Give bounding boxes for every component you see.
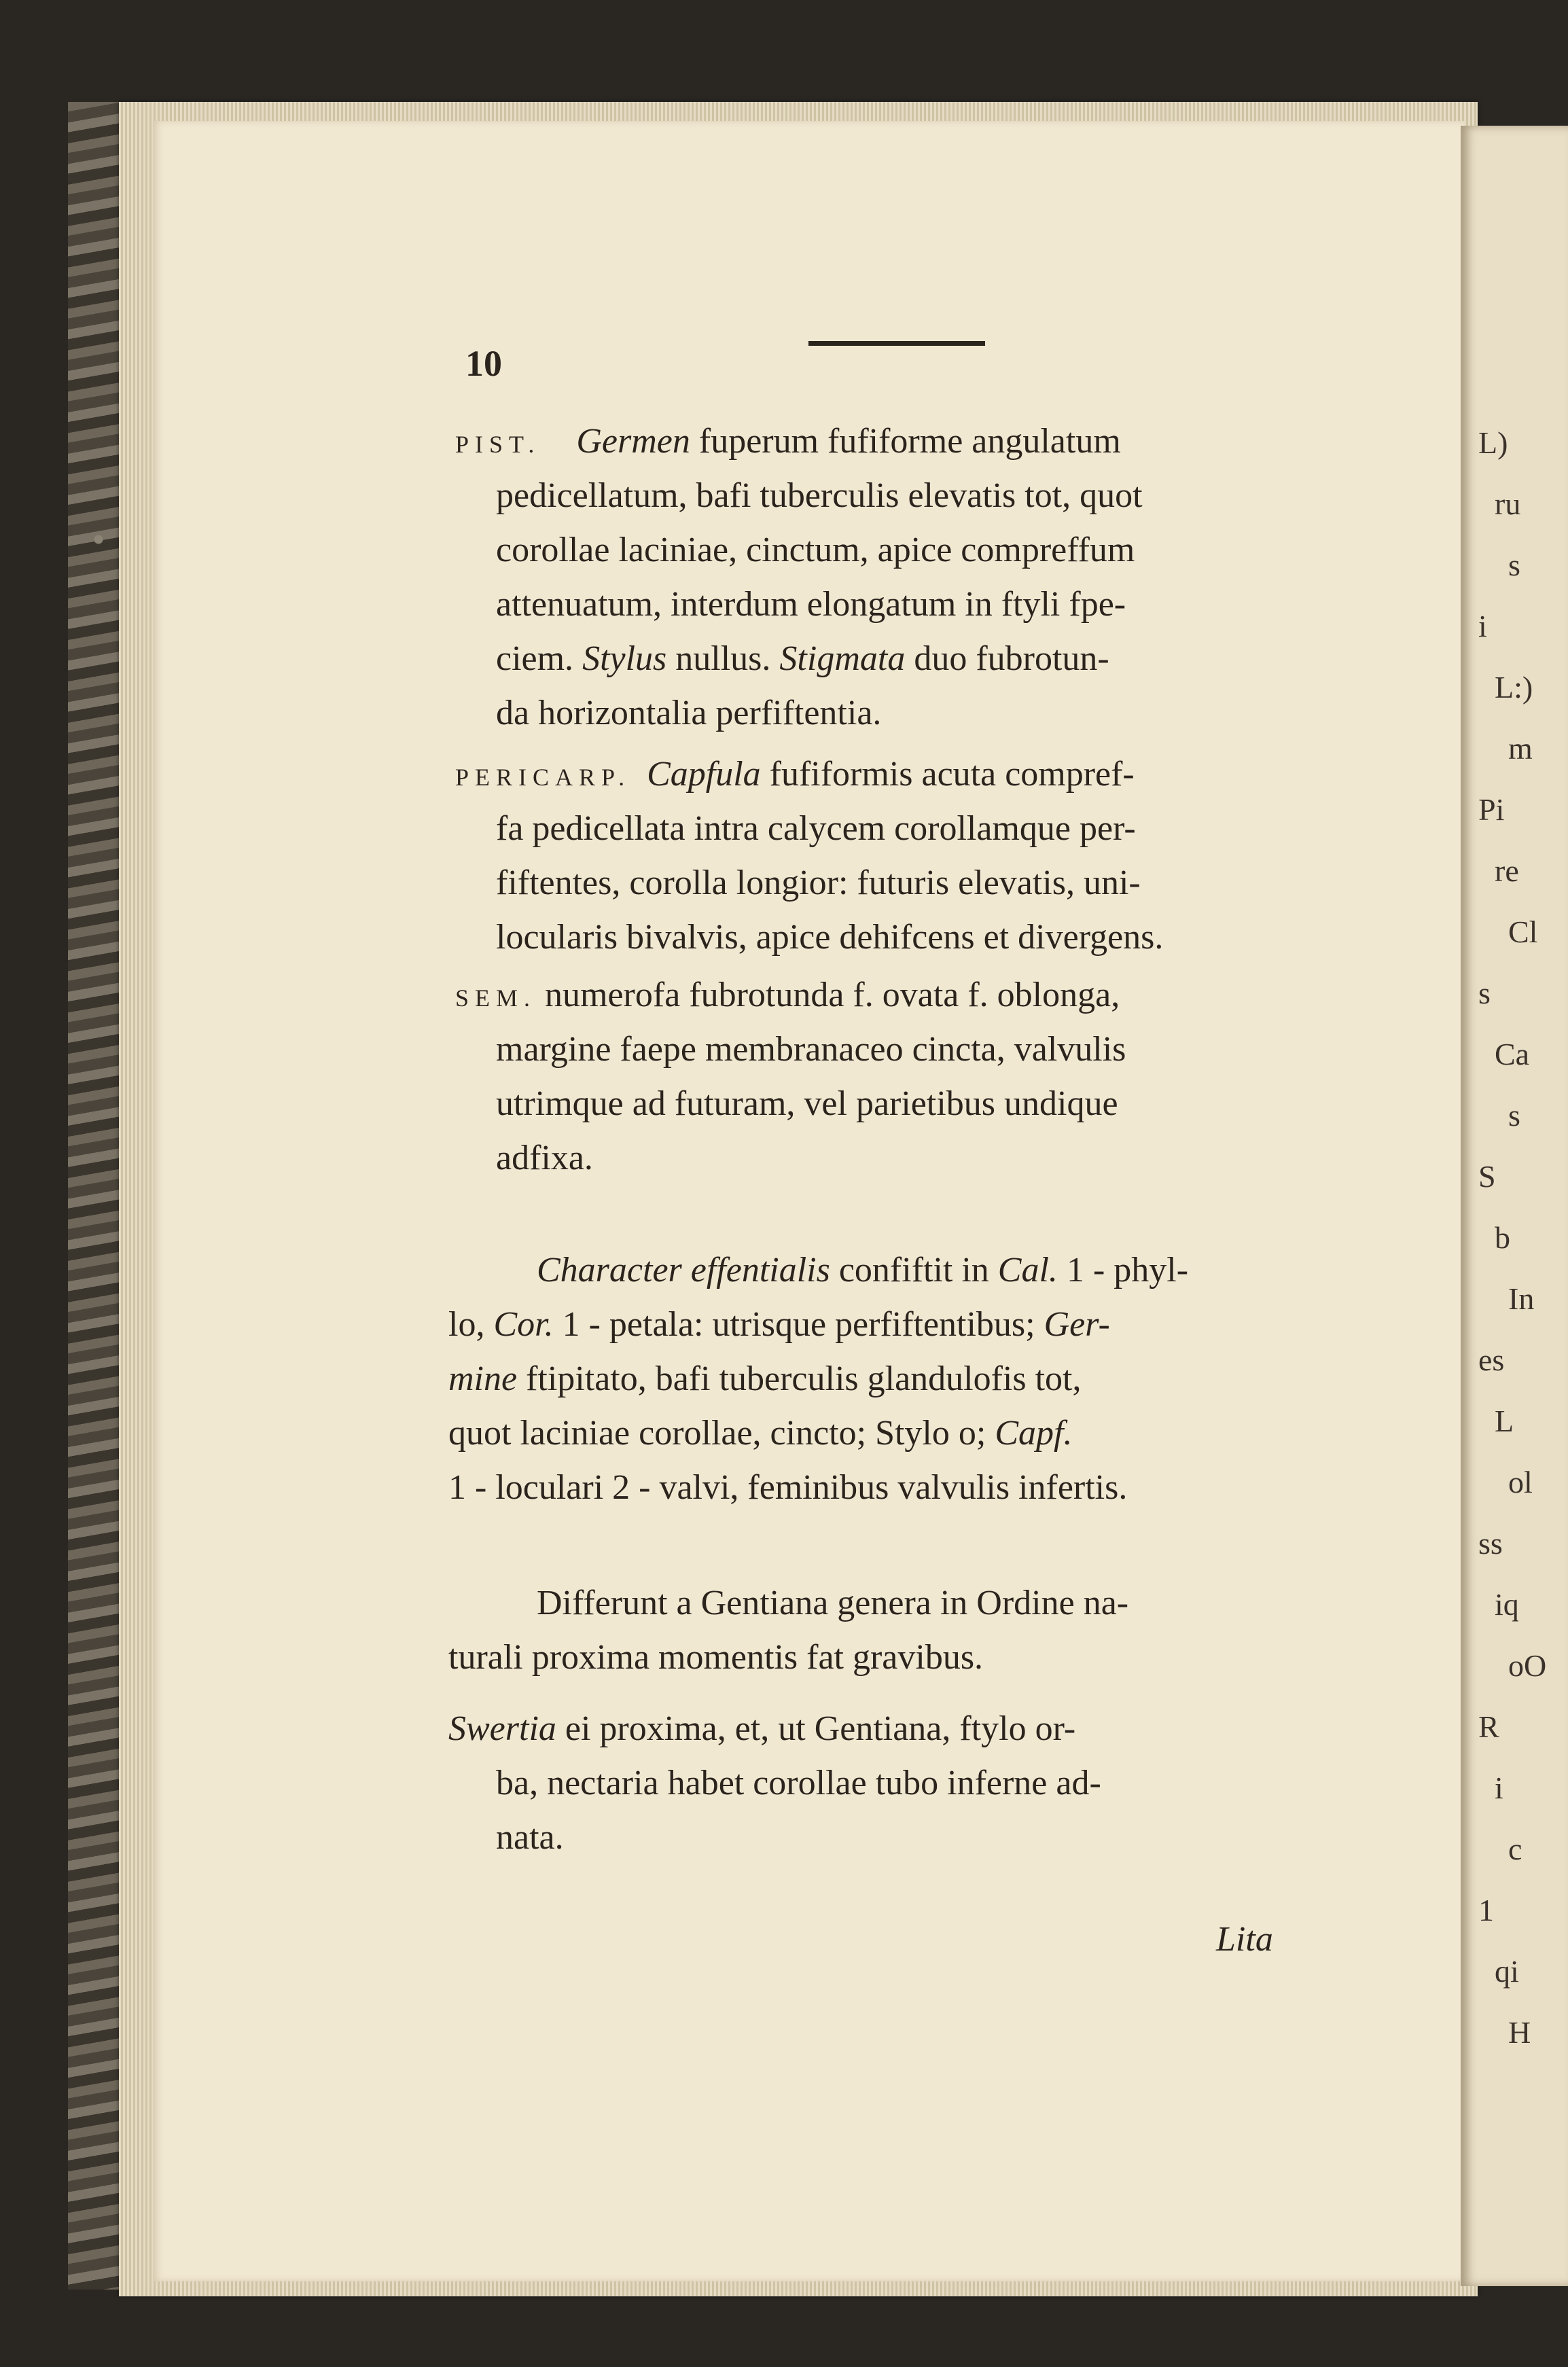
pericarp-line-4: locularis bivalvis, apice dehifcens et divergens. [496, 918, 1164, 957]
swertia-line-1: Swertia ei proxima, et, ut Gentiana, ftylo or- [448, 1709, 1076, 1748]
stigmata-term: Stigmata [779, 639, 906, 678]
pist-line-1: PIST. Germen fuperum fufiforme angulatum [455, 422, 1121, 461]
character-line-3: mine ftipitato, bafi tuberculis glandulofis tot, [448, 1359, 1082, 1398]
swertia-line-3: nata. [496, 1818, 564, 1857]
header-rule [808, 341, 985, 346]
pericarp-line-2: fa pedicellata intra calycem corollamque per- [496, 809, 1136, 848]
pist-line-2: pedicellatum, bafi tuberculis elevatis tot, quot [496, 476, 1143, 515]
pist-label: PIST. [455, 431, 541, 458]
character-line-4: quot laciniae corollae, cincto; Stylo o; Capf. [448, 1414, 1073, 1453]
character-line-1: Character effentialis confiftit in Cal. 1 - phyl- [537, 1251, 1189, 1289]
next-page-fragment: S [1478, 1159, 1496, 1194]
next-page-fragment: ol [1508, 1465, 1533, 1499]
pericarp-label: PERICARP. [455, 764, 631, 791]
next-page-margin [1461, 126, 1568, 2286]
next-page-fragment: L:) [1495, 670, 1533, 705]
next-page-fragment: s [1508, 1098, 1520, 1133]
differunt-line-1: Differunt a Gentiana genera in Ordine na- [537, 1584, 1129, 1622]
next-page-fragment: L) [1478, 425, 1508, 460]
differunt-line-2: turali proxima momentis fat gravibus. [448, 1638, 984, 1677]
pist-line-6: da horizontalia perfiftentia. [496, 694, 882, 732]
next-page-fragment: R [1478, 1709, 1499, 1744]
swertia-line-2: ba, nectaria habet corollae tubo inferne ad- [496, 1764, 1101, 1802]
next-page-fragment: ru [1495, 486, 1521, 521]
next-page-fragment: es [1478, 1342, 1505, 1377]
sem-label: SEM. [455, 984, 537, 1012]
pericarp-line-1: PERICARP. Capfula fufiformis acuta compref- [455, 755, 1135, 794]
next-page-fragment: Pi [1478, 792, 1505, 827]
capfula-term: Capfula [647, 755, 761, 794]
next-page-fragment: i [1495, 1770, 1503, 1805]
next-page-fragment: iq [1495, 1587, 1519, 1622]
pist-line-4: attenuatum, interdum elongatum in ftyli fpe- [496, 585, 1126, 624]
next-page-fragment: In [1508, 1281, 1535, 1316]
page-number: 10 [465, 343, 502, 384]
swertia-term: Swertia [448, 1709, 556, 1748]
pist-line-3: corollae laciniae, cinctum, apice compreffum [496, 531, 1135, 569]
next-page-fragment: Cl [1508, 914, 1538, 949]
sem-line-1: SEM. numerofa fubrotunda f. ovata f. oblonga, [455, 976, 1120, 1014]
sem-line-4: adfixa. [496, 1139, 593, 1177]
next-page-fragment: s [1508, 548, 1520, 582]
next-page-fragment: 1 [1478, 1893, 1494, 1927]
stylus-term: Stylus [582, 639, 667, 678]
next-page-fragment: ss [1478, 1526, 1503, 1561]
pericarp-line-3: fiftentes, corolla longior: futuris elevatis, uni- [496, 864, 1141, 902]
germen-term: Germen [576, 422, 690, 461]
next-page-fragment: s [1478, 976, 1491, 1010]
pist-line-5: ciem. Stylus nullus. Stigmata duo fubrotun- [496, 639, 1109, 678]
character-line-5: 1 - loculari 2 - valvi, feminibus valvulis infertis. [448, 1468, 1128, 1507]
next-page-fragment: qi [1495, 1954, 1519, 1989]
next-page-fragment: m [1508, 731, 1533, 766]
next-page-fragment: H [1508, 2015, 1531, 2050]
next-page-fragment: oO [1508, 1648, 1547, 1683]
next-page-fragment: i [1478, 609, 1487, 643]
next-page-fragment: c [1508, 1832, 1522, 1866]
sem-line-3: utrimque ad futuram, vel parietibus undique [496, 1084, 1118, 1123]
next-page-fragment: b [1495, 1220, 1510, 1255]
character-line-2: lo, Cor. 1 - petala: utrisque perfiftentibus; Ger- [448, 1305, 1110, 1344]
next-page-fragment: L [1495, 1404, 1514, 1438]
sem-line-2: margine faepe membranaceo cincta, valvulis [496, 1030, 1126, 1069]
next-page-fragment: re [1495, 853, 1519, 888]
next-page-fragment: Ca [1495, 1037, 1530, 1071]
catchword: Lita [1216, 1920, 1273, 1959]
